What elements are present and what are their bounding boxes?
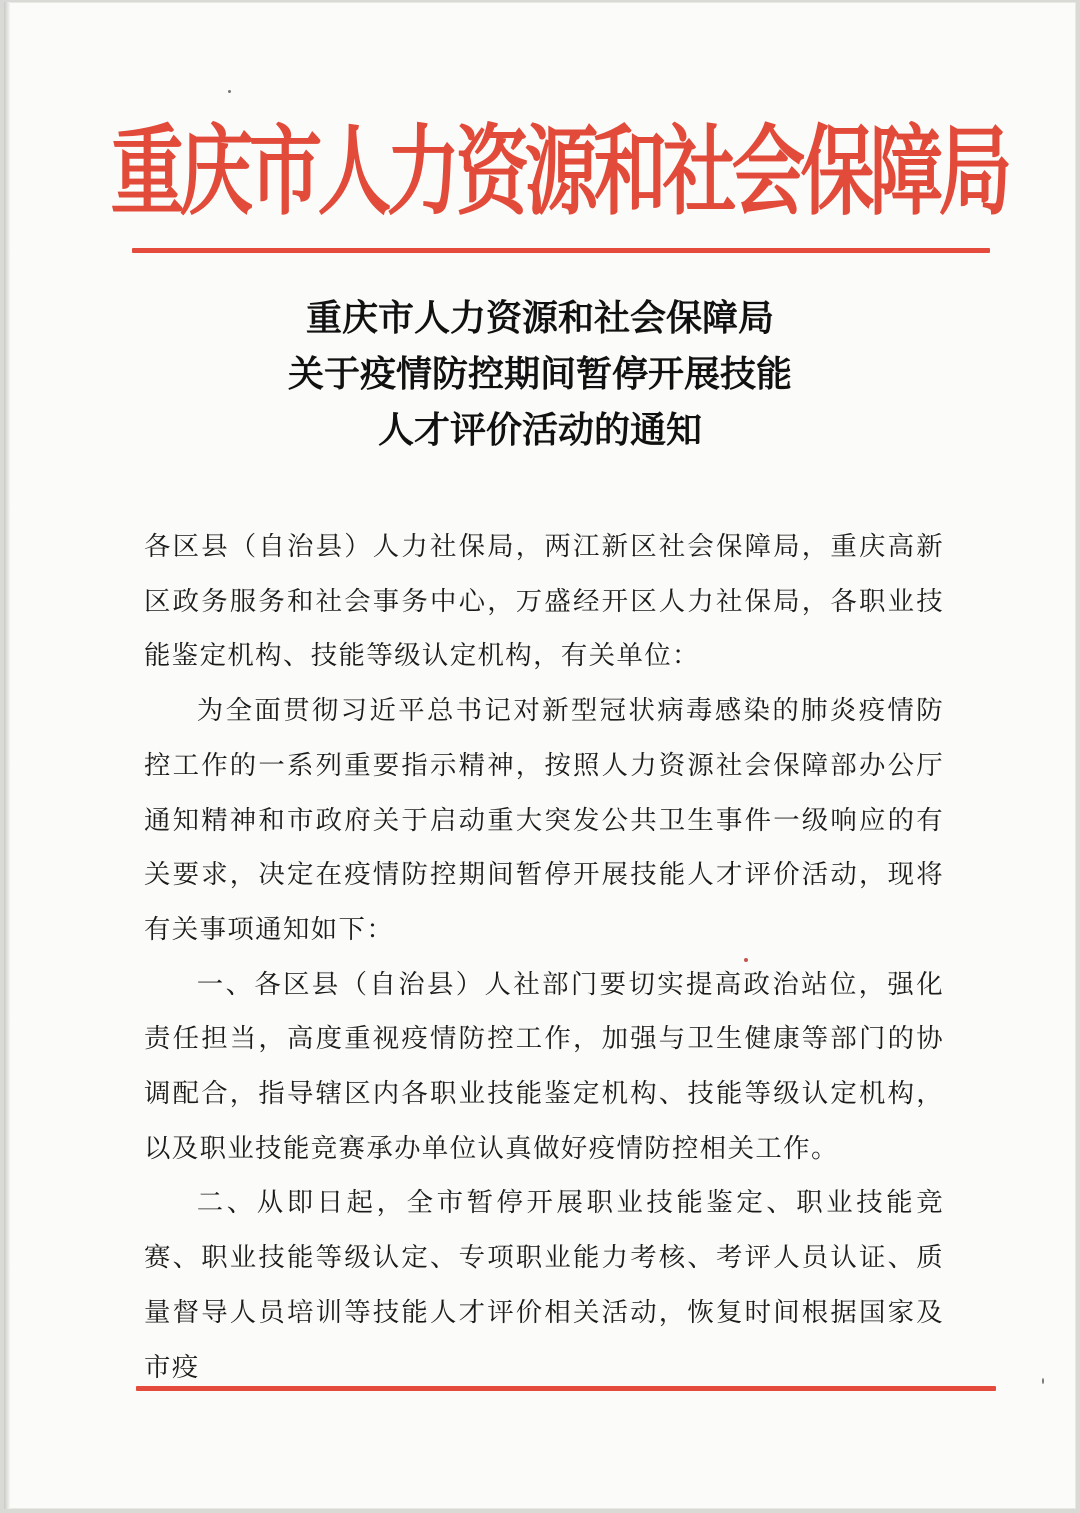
page-edge-shadow (4, 2, 10, 1509)
scan-speck (744, 958, 748, 962)
salutation: 各区县（自治县）人力社保局，两江新区社会保障局，重庆高新区政务服务和社会事务中心，万盛经开区人力社保局，各职业技能鉴定机构、技能等级认定机构，有关单位： (144, 531, 944, 672)
body-paragraph-item-1: 一、各区县（自治县）人社部门要切实提高政治站位，强化责任担当，高度重视疫情防控工作，加强与卫生健康等部门的协调配合，指导辖区内各职业技能鉴定机构、技能等级认定机构，以及职业技能竞赛承办单位认真做好疫情防控相关工作。 (144, 968, 944, 1164)
letterhead-red-rule (132, 248, 990, 253)
document-page (4, 2, 1076, 1509)
body-paragraph-item-2: 二、从即日起，全市暂停开展职业技能鉴定、职业技能竞赛、职业技能等级认定、专项职业能力考核、考评人员认证、质量督导人员培训等技能人才评价相关活动，恢复时间根据国家及市疫 (144, 1187, 944, 1383)
document-title (4, 290, 1076, 458)
letterhead-org-name: 重庆市人力资源和社会保障局 (110, 115, 1008, 229)
footer-red-rule (136, 1386, 996, 1391)
title-line-2: 关于疫情防控期间暂停开展技能 (287, 353, 792, 395)
scan-speck (228, 90, 231, 93)
title-line-1: 重庆市人力资源和社会保障局 (305, 297, 774, 339)
title-line-3: 人才评价活动的通知 (377, 409, 702, 451)
scan-speck (1042, 1378, 1044, 1384)
body-paragraph-intro: 为全面贯彻习近平总书记对新型冠状病毒感染的肺炎疫情防控工作的一系列重要指示精神，按照人力资源社会保障部办公厅通知精神和市政府关于启动重大突发公共卫生事件一级响应的有关要求，决定在疫情防控期间暂停开展技能人才评价活动，现将有关事项通知如下： (144, 695, 944, 945)
document-body (144, 520, 944, 1395)
